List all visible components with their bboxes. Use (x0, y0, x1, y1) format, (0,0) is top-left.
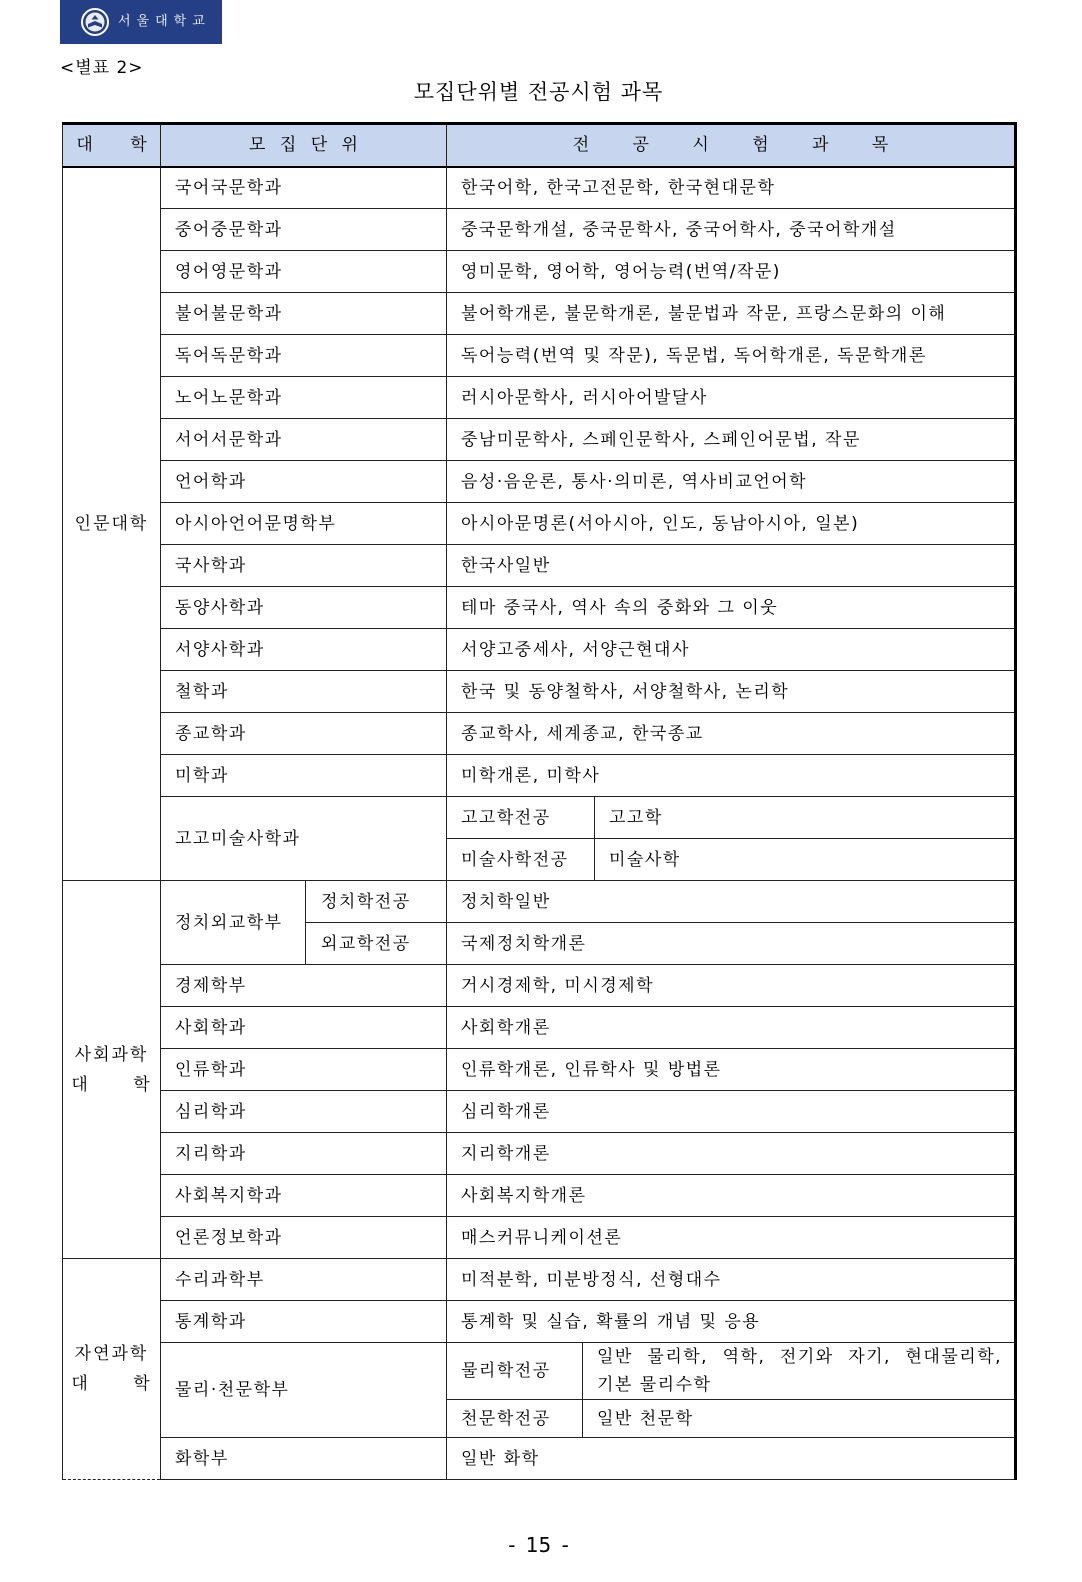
table-row (63, 335, 1016, 377)
exam-subjects: 일반 화학 (447, 1438, 1016, 1480)
unit-name: 국사학과 (161, 545, 447, 587)
table-row (63, 965, 1016, 1007)
exam-subjects: 테마 중국사, 역사 속의 중화와 그 이웃 (447, 587, 1016, 629)
unit-name: 동양사학과 (161, 587, 447, 629)
table-row (63, 881, 1016, 923)
exam-subjects: 일반 천문학 (583, 1400, 1016, 1438)
exam-subjects: 한국어학, 한국고전문학, 한국현대문학 (447, 167, 1016, 209)
unit-name: 고고미술사학과 (161, 797, 447, 881)
unit-name: 사회복지학과 (161, 1175, 447, 1217)
table-row (63, 629, 1016, 671)
page-title: 모집단위별 전공시험 과목 (413, 80, 664, 104)
page-number: - 15 - (508, 1533, 569, 1557)
exam-subjects-table (62, 122, 1015, 1480)
table-row (63, 545, 1016, 587)
exam-subjects: 러시아문학사, 러시아어발달사 (447, 377, 1016, 419)
unit-name: 종교학과 (161, 713, 447, 755)
table-row (63, 797, 1016, 839)
unit-name: 화학부 (161, 1438, 447, 1480)
logo-text: 서울대학교 (118, 14, 211, 29)
unit-name: 통계학과 (161, 1301, 447, 1343)
exam-subjects: 통계학 및 실습, 확률의 개념 및 응용 (447, 1301, 1016, 1343)
exam-subjects: 종교학사, 세계종교, 한국종교 (447, 713, 1016, 755)
exam-subjects: 음성·음운론, 통사·의미론, 역사비교언어학 (447, 461, 1016, 503)
column-header-college: 대 학 (63, 124, 161, 167)
exam-subjects: 독어능력(번역 및 작문), 독문법, 독어학개론, 독문학개론 (447, 335, 1016, 377)
major-name: 물리학전공 (447, 1343, 583, 1400)
unit-name: 철학과 (161, 671, 447, 713)
exam-subjects: 서양고중세사, 서양근현대사 (447, 629, 1016, 671)
table-row (63, 1049, 1016, 1091)
major-name: 외교학전공 (306, 923, 447, 965)
column-header-unit: 모 집 단 위 (161, 124, 447, 167)
table-row (63, 503, 1016, 545)
unit-name: 수리과학부 (161, 1259, 447, 1301)
annex-label: <별표 2> (60, 58, 144, 78)
exam-subjects: 미술사학 (595, 839, 1016, 881)
unit-name: 언론정보학과 (161, 1217, 447, 1259)
exam-subjects: 고고학 (595, 797, 1016, 839)
exam-subjects: 미학개론, 미학사 (447, 755, 1016, 797)
table-row (63, 209, 1016, 251)
table-row (63, 1259, 1016, 1301)
exam-subjects: 거시경제학, 미시경제학 (447, 965, 1016, 1007)
exam-subjects: 정치학일반 (447, 881, 1016, 923)
exam-subjects: 국제정치학개론 (447, 923, 1016, 965)
table-row (63, 1438, 1016, 1480)
major-name: 천문학전공 (447, 1400, 583, 1438)
table-row (63, 1007, 1016, 1049)
college-name: 사회과학 (74, 1044, 149, 1065)
unit-name: 중어중문학과 (161, 209, 447, 251)
exam-subjects: 중국문학개설, 중국문학사, 중국어학사, 중국어학개설 (447, 209, 1016, 251)
table-row (63, 1343, 1016, 1400)
table-row (63, 293, 1016, 335)
major-name: 미술사학전공 (447, 839, 595, 881)
table-row (63, 1301, 1016, 1343)
unit-name: 심리학과 (161, 1091, 447, 1133)
unit-name: 독어독문학과 (161, 335, 447, 377)
exam-subjects: 영미문학, 영어학, 영어능력(번역/작문) (447, 251, 1016, 293)
table-header-row (63, 124, 1016, 167)
exam-subjects: 사회학개론 (447, 1007, 1016, 1049)
exam-subjects-line: 기본 물리수학 (597, 1375, 712, 1395)
unit-name: 물리·천문학부 (161, 1343, 447, 1438)
table-row (63, 713, 1016, 755)
college-name: 자연과학 (74, 1344, 149, 1364)
university-emblem-icon (80, 7, 110, 37)
college-natural-sciences (63, 1259, 161, 1480)
unit-name: 아시아언어문명학부 (161, 503, 447, 545)
exam-subjects: 사회복지학개론 (447, 1175, 1016, 1217)
exam-subjects: 매스커뮤니케이션론 (447, 1217, 1016, 1259)
unit-name: 노어노문학과 (161, 377, 447, 419)
table-row (63, 671, 1016, 713)
exam-subjects: 미적분학, 미분방정식, 선형대수 (447, 1259, 1016, 1301)
exam-subjects: 불어학개론, 불문학개론, 불문법과 작문, 프랑스문화의 이해 (447, 293, 1016, 335)
exam-subjects: 지리학개론 (447, 1133, 1016, 1175)
header-logo (60, 0, 222, 44)
exam-subjects: 한국 및 동양철학사, 서양철학사, 논리학 (447, 671, 1016, 713)
exam-subjects: 중남미문학사, 스페인문학사, 스페인어문법, 작문 (447, 419, 1016, 461)
unit-name: 미학과 (161, 755, 447, 797)
exam-subjects: 아시아문명론(서아시아, 인도, 동남아시아, 일본) (447, 503, 1016, 545)
table-row (63, 419, 1016, 461)
college-humanities (63, 167, 161, 881)
column-header-subjects: 전 공 시 험 과 목 (447, 124, 1016, 167)
unit-name: 사회학과 (161, 1007, 447, 1049)
major-name: 고고학전공 (447, 797, 595, 839)
table-row (63, 251, 1016, 293)
exam-subjects: 한국사일반 (447, 545, 1016, 587)
unit-name: 지리학과 (161, 1133, 447, 1175)
college-name: 인문대학 (74, 513, 149, 534)
unit-name: 불어불문학과 (161, 293, 447, 335)
exam-subjects: 인류학개론, 인류학사 및 방법론 (447, 1049, 1016, 1091)
exam-subjects-line: 일반 물리학, 역학, 전기와 자기, 현대물리학, (597, 1347, 1003, 1367)
exam-subjects: 심리학개론 (447, 1091, 1016, 1133)
unit-name: 언어학과 (161, 461, 447, 503)
college-name: 대 학 (71, 1374, 152, 1394)
college-name: 대 학 (71, 1074, 152, 1095)
table-row (63, 377, 1016, 419)
major-name: 정치학전공 (306, 881, 447, 923)
unit-name: 정치외교학부 (161, 881, 306, 965)
unit-name: 인류학과 (161, 1049, 447, 1091)
table-row (63, 587, 1016, 629)
unit-name: 서양사학과 (161, 629, 447, 671)
unit-name: 영어영문학과 (161, 251, 447, 293)
unit-name: 경제학부 (161, 965, 447, 1007)
table-row (63, 461, 1016, 503)
college-social-sciences (63, 881, 161, 1259)
table-row (63, 1175, 1016, 1217)
table-row (63, 1133, 1016, 1175)
unit-name: 국어국문학과 (161, 167, 447, 209)
table (62, 122, 1017, 1480)
exam-subjects (583, 1343, 1016, 1400)
table-row (63, 167, 1016, 209)
table-row (63, 1217, 1016, 1259)
table-row (63, 1091, 1016, 1133)
table-row (63, 755, 1016, 797)
unit-name: 서어서문학과 (161, 419, 447, 461)
